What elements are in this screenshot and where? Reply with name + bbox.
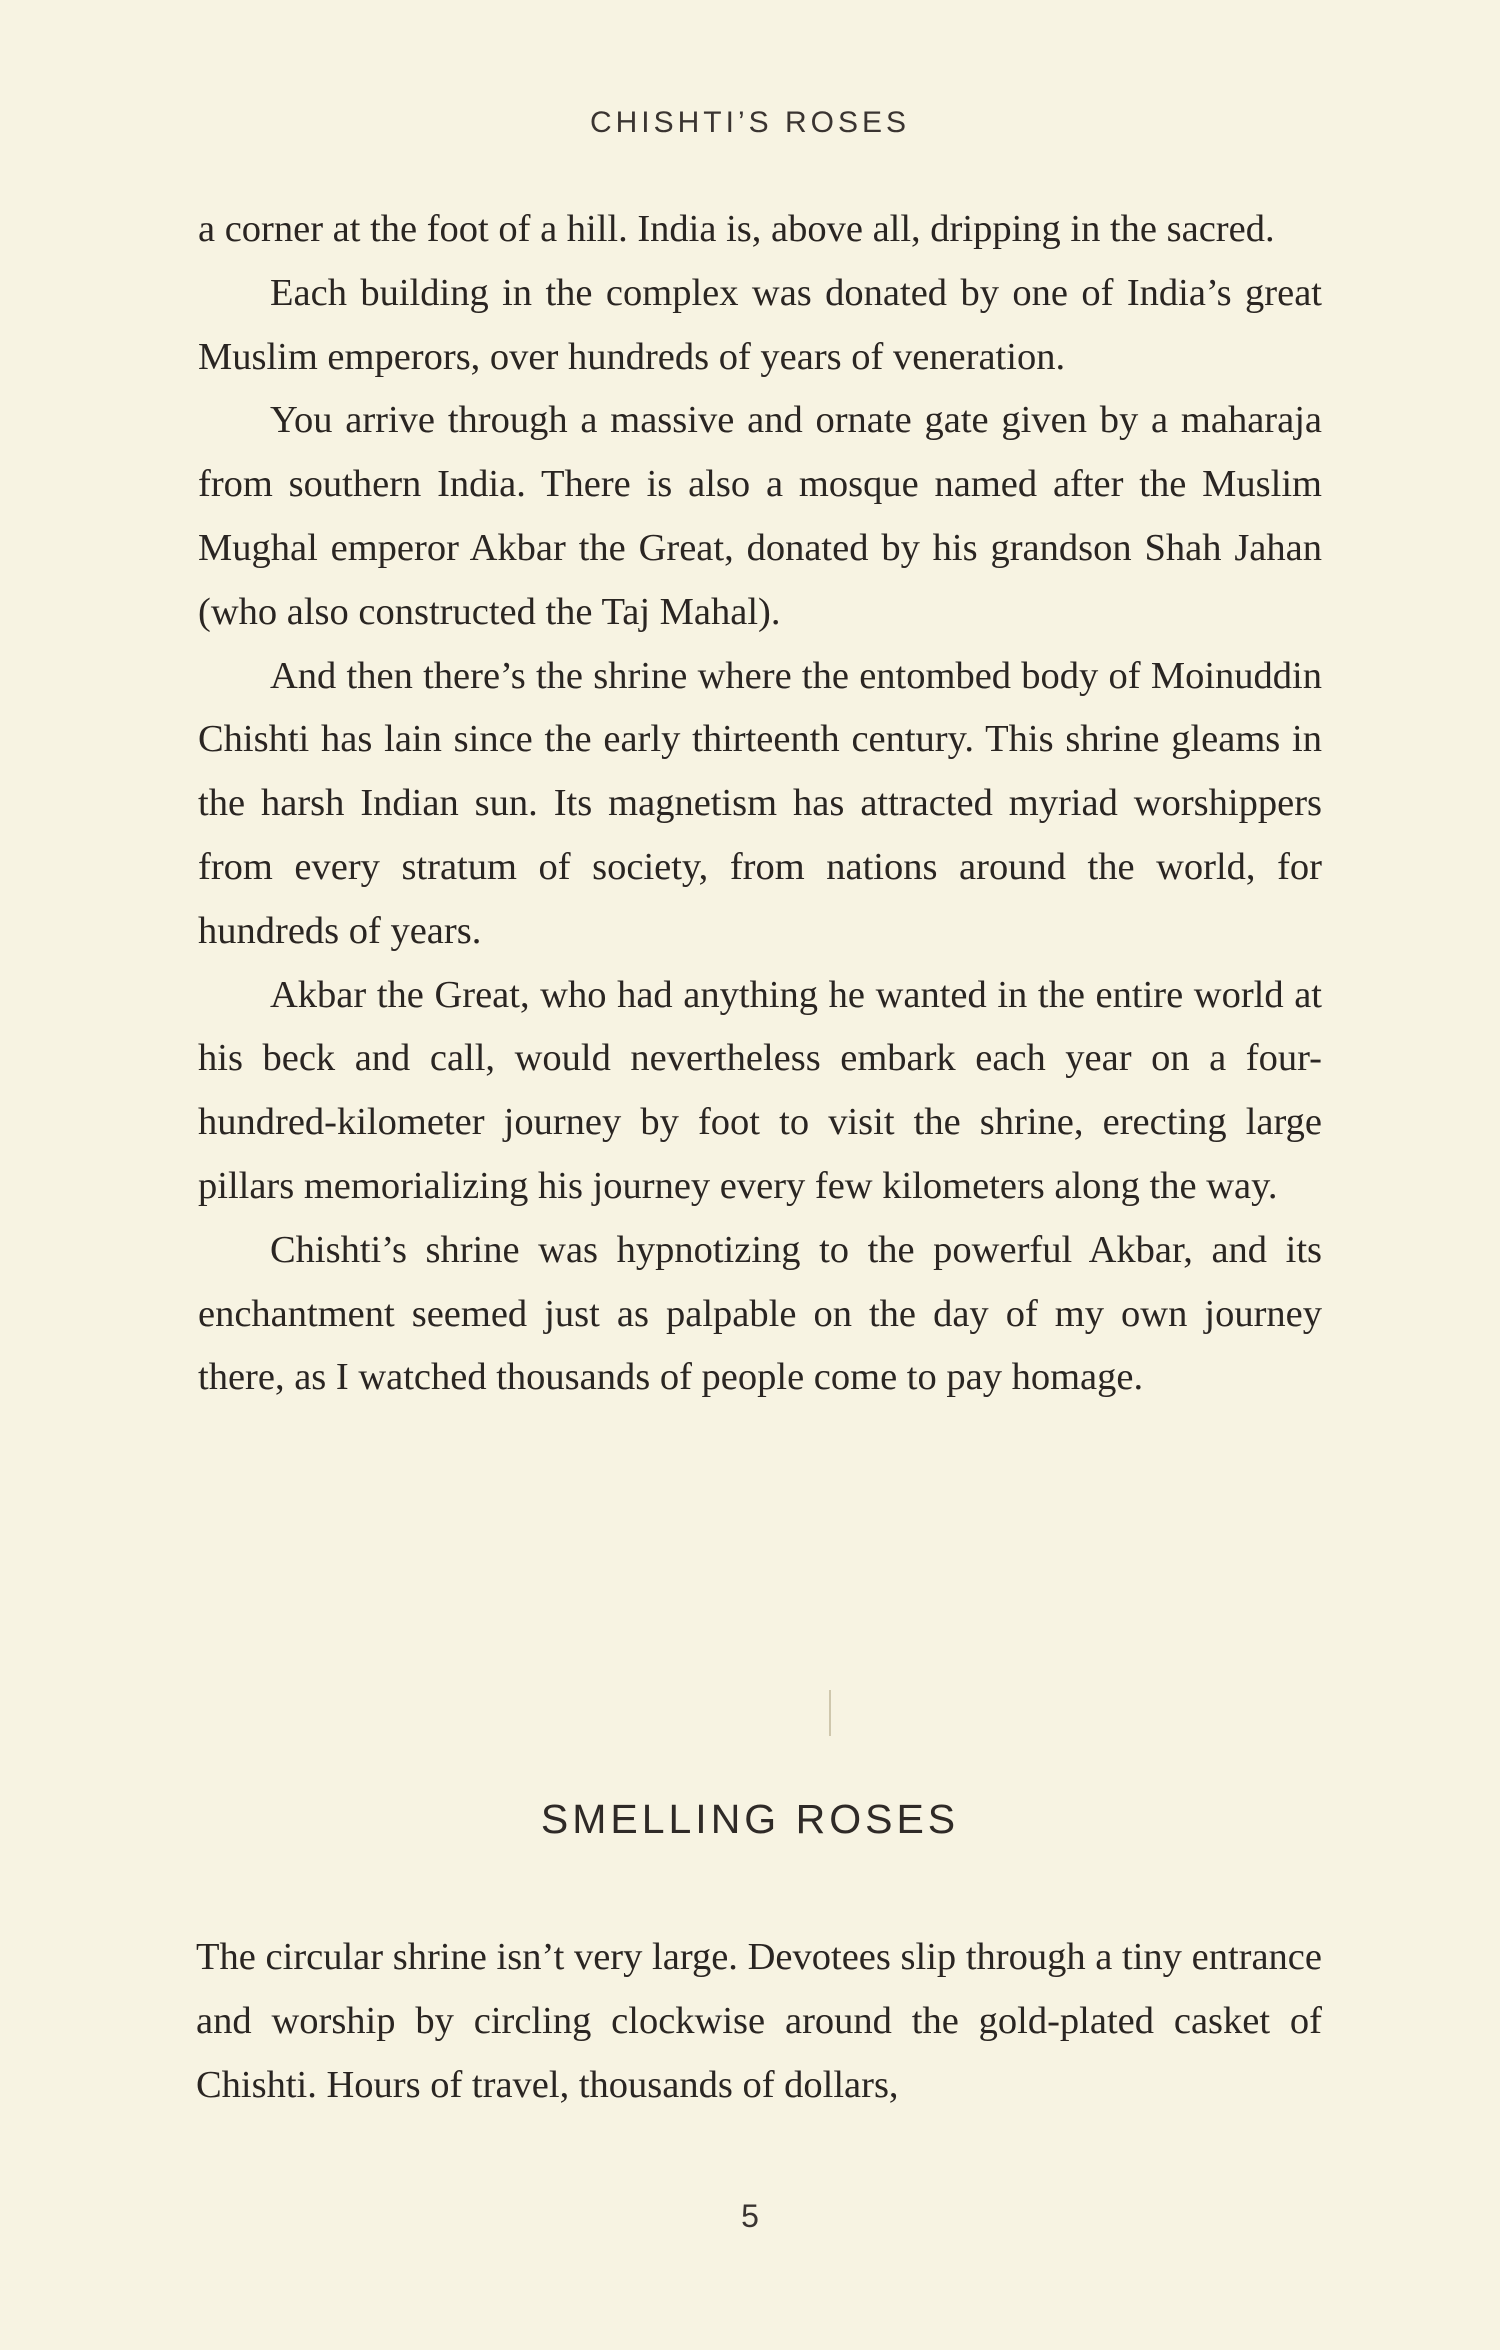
paragraph: The circular shrine isn’t very large. Devotees slip through a tiny entrance and worship by circling clockwise around the gold-plated casket of Chishti. Hours of travel, thousands of dollars,	[196, 1936, 1322, 2106]
section-heading: SMELLING ROSES	[540, 1796, 960, 1842]
paragraph-continued: a corner at the foot of a hill. India is, above all, dripping in the sacred.	[198, 208, 1275, 250]
paragraph: Akbar the Great, who had anything he wanted in the entire world at his beck and call, would nevertheless embark each year on a four-hundred-kilometer journey by foot to visit the shrine, erecting large pillars memorializing his journey every few kilometers along the way.	[198, 973, 1322, 1207]
running-header: CHISHTI’S ROSES	[589, 106, 911, 139]
paragraph: Each building in the complex was donated by one of India’s great Muslim emperors, over hundreds of years of veneration.	[198, 271, 1322, 378]
paragraph: And then there’s the shrine where the entombed body of Moinuddin Chishti has lain since the early thirteenth century. This shrine gleams in the harsh Indian sun. Its magnetism has attracted myriad worshippers from every stratum of society, from nations around the world, for hundreds of years.	[198, 654, 1322, 952]
paragraph: Chishti’s shrine was hypnotizing to the powerful Akbar, and its enchantment seemed just as palpable on the day of my own journey there, as I watched thousands of people come to pay homage.	[198, 1228, 1322, 1399]
section-body-text	[196, 1926, 1322, 2117]
scan-mark	[829, 1690, 831, 1736]
paragraph: You arrive through a massive and ornate gate given by a maharaja from southern India. There is also a mosque named after the Muslim Mughal emperor Akbar the Great, donated by his grandson Shah Jahan (who also constructed the Taj Mahal).	[198, 399, 1322, 633]
page-number: 5	[741, 2198, 759, 2234]
body-text	[198, 198, 1322, 1410]
